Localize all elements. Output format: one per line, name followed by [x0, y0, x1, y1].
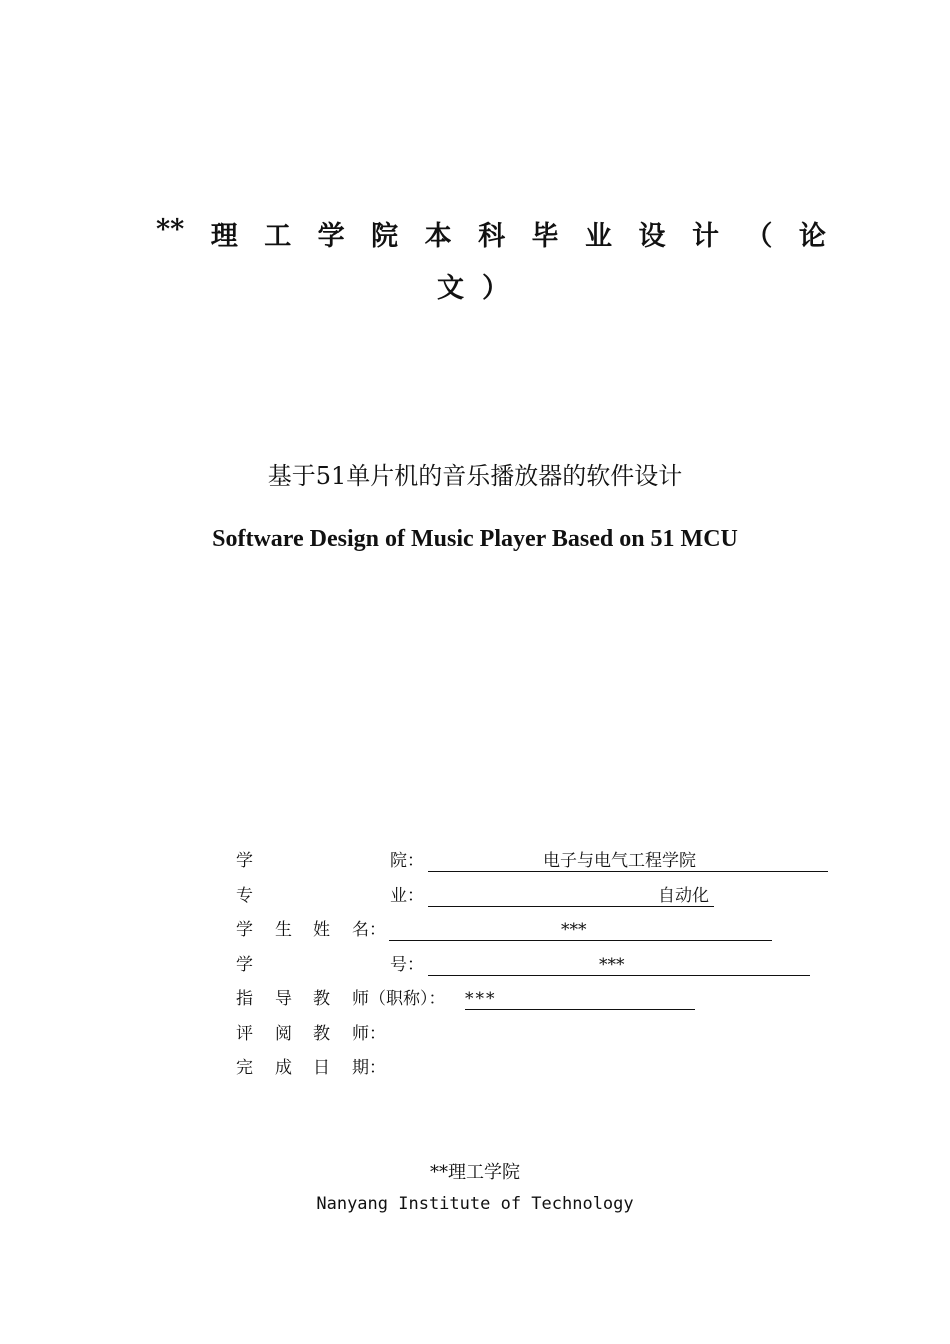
info-label: 成 — [275, 1058, 292, 1078]
info-label: 教 — [313, 989, 330, 1009]
info-label: 阅 — [275, 1024, 292, 1044]
info-row-date — [236, 1055, 836, 1081]
thesis-subtitle-en: Software Design of Music Player Based on 51 MCU — [212, 526, 738, 552]
college-underline — [428, 848, 828, 872]
info-row-major — [236, 883, 836, 909]
info-row-college — [236, 848, 836, 874]
student-id-value: *** — [599, 955, 625, 975]
student-id-underline — [428, 952, 810, 976]
major-underline — [428, 883, 714, 907]
institution-name-en: Nanyang Institute of Technology — [316, 1194, 634, 1214]
title-char: 毕 — [531, 221, 559, 252]
info-label: 业： — [390, 886, 424, 906]
info-label: 师： — [352, 1024, 386, 1044]
info-row-student-id — [236, 952, 836, 978]
info-label: 完 — [236, 1058, 253, 1078]
info-label: 指 — [236, 989, 253, 1009]
info-label: 导 — [275, 989, 292, 1009]
info-label: 姓 — [313, 920, 330, 940]
college-value: 电子与电气工程学院 — [543, 851, 696, 871]
info-label: 生 — [275, 920, 292, 940]
info-label: 评 — [236, 1024, 253, 1044]
title-char: 设 — [638, 221, 666, 252]
info-label: 学 — [236, 955, 253, 975]
info-label: 师（职称）： — [352, 989, 446, 1009]
title-char: 本 — [424, 221, 452, 252]
info-label: 学 — [236, 851, 253, 871]
info-label: 期： — [352, 1058, 386, 1078]
advisor-underline — [465, 986, 695, 1010]
info-label: 院： — [390, 851, 424, 871]
thesis-title-line2: 文） — [437, 273, 527, 304]
title-char: 理 — [210, 221, 238, 252]
title-char: 工 — [264, 221, 292, 252]
info-row-reviewer — [236, 1021, 836, 1047]
title-char: ** — [156, 214, 185, 245]
info-label: 教 — [313, 1024, 330, 1044]
info-label: 日 — [313, 1058, 330, 1078]
info-label: 学 — [236, 920, 253, 940]
info-label: 名： — [352, 920, 386, 940]
student-name-underline — [389, 917, 772, 941]
info-label: 专 — [236, 886, 253, 906]
major-value: 自动化 — [658, 886, 709, 906]
title-char: 论 — [798, 221, 826, 252]
info-row-student-name — [236, 917, 836, 943]
thesis-title-line1 — [156, 214, 826, 253]
student-name-value: *** — [561, 920, 587, 940]
info-row-advisor — [236, 986, 836, 1012]
title-char: 计 — [691, 221, 719, 252]
title-char: 业 — [585, 221, 612, 252]
title-char: 院 — [371, 221, 399, 252]
institution-name-cn: **理工学院 — [430, 1162, 520, 1183]
title-char: 科 — [478, 221, 506, 252]
thesis-subtitle-cn: 基于51单片机的音乐播放器的软件设计 — [267, 462, 683, 490]
info-label: 号： — [390, 955, 424, 975]
advisor-value: *** — [465, 989, 497, 1009]
title-char: （ — [745, 221, 773, 252]
title-char: 学 — [317, 221, 345, 252]
